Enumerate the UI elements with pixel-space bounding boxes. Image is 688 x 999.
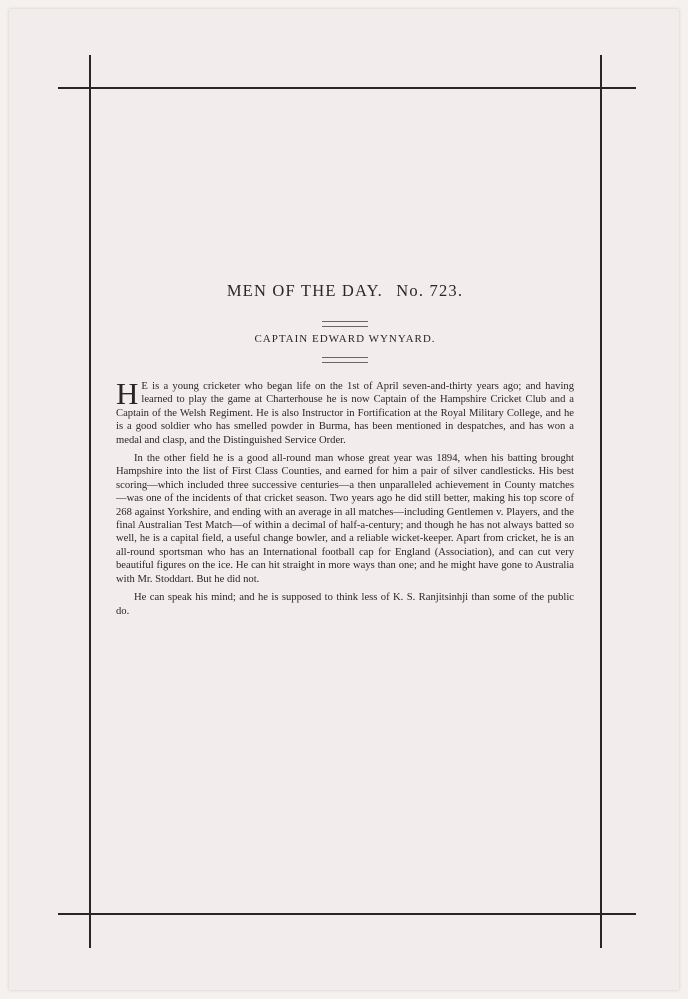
- page-title: [90, 281, 600, 301]
- paragraph-2: In the other field he is a good all-round man whose great year was 1894, when his batting brought Hampshire into the list of First Class Counties, and earned for him a pair of silver candlesticks. His best scoring—which included three successive centuries—a then unparalleled achievement in County matches—was one of the incidents of that cricket season. Two years ago he did still better, making his top score of 268 against Yorkshire, and ending with an average in all matches—including Gentlemen v. Players, and the final Australian Test Match—of within a decimal of half-a-century; and though he has not always batted so well, he is a capital field, a useful change bowler, and a reliable wicket-keeper. Apart from cricket, he is an all-round sportsman who has an International football cap for England (Association), and can cut very beautiful figures on the ice. He can hit straight in more ways than one; and he might have gone to Australia with Mr. Stoddart. But he did not.: [116, 453, 574, 585]
- divider-lower: [322, 357, 368, 363]
- paragraph-3: He can speak his mind; and he is supposed to think less of K. S. Ranjitsinhji than some of the public do.: [116, 592, 574, 617]
- border-rule-left: [89, 55, 91, 948]
- title-text: MEN OF THE DAY.: [226, 281, 383, 300]
- article-body: [116, 376, 574, 623]
- paragraph-1: [116, 376, 574, 447]
- divider-upper: [322, 321, 368, 327]
- border-rule-bottom: [58, 913, 636, 915]
- drop-cap: H: [116, 376, 139, 411]
- paragraph-1-text: E is a young cricketer who began life on the 1st of April seven-and-thirty years ago; and having learned to play the game at Charterhouse he is now Captain of the Hampshire Cricket Club and a Captain of the Welsh Regiment. He is also Instructor in Fortification at the Royal Military College, and he is a good soldier who has smelled powder in Burma, has been mentioned in despatches, and has won a medal and clasp, and the Distinguished Service Order.: [116, 381, 574, 446]
- border-rule-top: [58, 87, 636, 89]
- border-rule-right: [600, 55, 602, 948]
- subtitle: CAPTAIN EDWARD WYNYARD.: [254, 333, 436, 345]
- title-number: No. 723.: [396, 281, 464, 300]
